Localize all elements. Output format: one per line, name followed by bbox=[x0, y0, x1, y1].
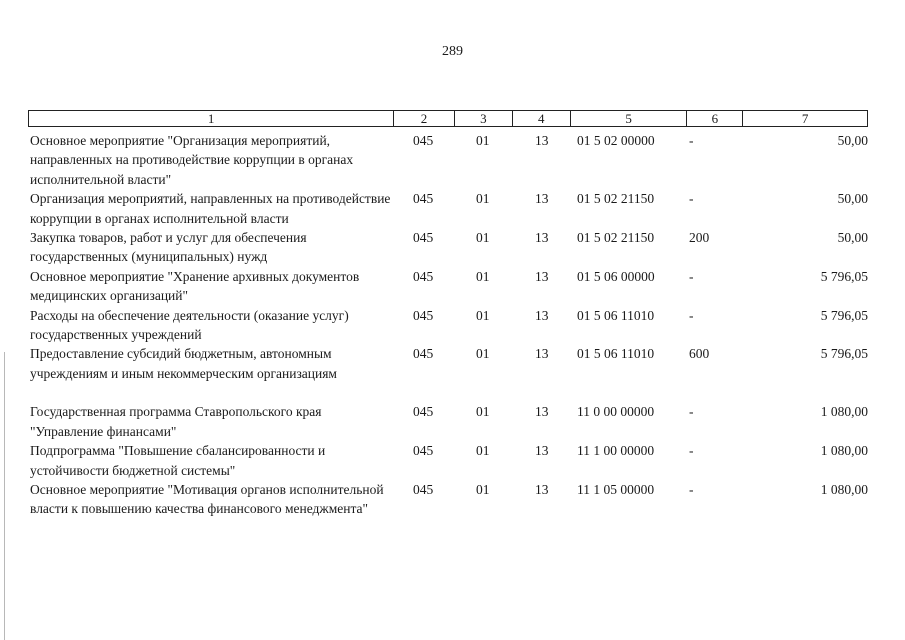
table-row bbox=[30, 402, 868, 441]
row-col-5: 01 5 02 21150 bbox=[577, 230, 655, 246]
row-col-6: - bbox=[689, 191, 694, 207]
header-col-4: 4 bbox=[512, 111, 570, 126]
row-col-6: - bbox=[689, 404, 694, 420]
header-col-2: 2 bbox=[393, 111, 454, 126]
row-name: Организация мероприятий, направленных на противодействие коррупции в органах исполнительной власти bbox=[30, 191, 391, 226]
row-col-3: 01 bbox=[476, 346, 490, 362]
row-col-6: - bbox=[689, 307, 694, 323]
row-col-5: 01 5 06 11010 bbox=[577, 346, 655, 362]
row-name: Основное мероприятие "Мотивация органов исполнительной власти к повышению качества финансового менеджмента" bbox=[30, 481, 384, 517]
row-name: Государственная программа Ставропольского края "Управление финансами" bbox=[30, 404, 322, 439]
row-col-2: 045 bbox=[413, 230, 434, 246]
row-col-4: 13 bbox=[535, 133, 549, 148]
row-col-5: 01 5 02 00000 bbox=[577, 133, 655, 148]
row-col-3: 01 bbox=[476, 191, 490, 207]
header-col-6: 6 bbox=[686, 111, 742, 126]
row-col-7: 5 796,05 bbox=[820, 268, 868, 284]
row-col-2: 045 bbox=[413, 443, 434, 459]
row-col-3: 01 bbox=[476, 443, 490, 459]
row-name: Закупка товаров, работ и услуг для обеспечения государственных (муниципальных) нужд bbox=[30, 230, 307, 265]
table-body bbox=[30, 131, 868, 519]
row-col-4: 13 bbox=[535, 307, 549, 323]
header-col-7: 7 bbox=[742, 111, 867, 126]
row-col-7: 50,00 bbox=[837, 133, 868, 148]
page-number: 289 bbox=[442, 44, 463, 59]
table-row bbox=[30, 306, 868, 345]
row-col-7: 1 080,00 bbox=[820, 481, 868, 497]
row-name: Расходы на обеспечение деятельности (оказание услуг) государственных учреждений bbox=[30, 307, 349, 343]
row-col-5: 11 1 05 00000 bbox=[577, 481, 655, 497]
table-row bbox=[30, 344, 868, 383]
row-col-4: 13 bbox=[535, 481, 549, 497]
row-name: Основное мероприятие "Хранение архивных документов медицинских организаций" bbox=[30, 268, 360, 304]
row-col-5: 11 0 00 00000 bbox=[577, 404, 655, 420]
row-col-2: 045 bbox=[413, 346, 434, 362]
table-row bbox=[30, 267, 868, 306]
table-row bbox=[30, 189, 868, 228]
row-col-7: 1 080,00 bbox=[820, 404, 868, 420]
row-col-4: 13 bbox=[535, 191, 549, 207]
row-col-3: 01 bbox=[476, 481, 490, 497]
row-col-6: - bbox=[689, 268, 694, 284]
row-col-5: 01 5 02 21150 bbox=[577, 191, 655, 207]
scan-edge-line bbox=[4, 352, 5, 640]
row-col-4: 13 bbox=[535, 230, 549, 246]
row-col-7: 1 080,00 bbox=[820, 443, 868, 459]
row-name: Предоставление субсидий бюджетным, автономным учреждениям и иным некоммерческим организациям bbox=[30, 346, 337, 381]
row-col-3: 01 bbox=[476, 133, 490, 148]
table-row bbox=[30, 441, 868, 480]
row-col-7: 5 796,05 bbox=[820, 346, 868, 362]
row-col-2: 045 bbox=[413, 133, 434, 148]
header-col-3: 3 bbox=[454, 111, 512, 126]
header-col-5: 5 bbox=[570, 111, 687, 126]
row-col-2: 045 bbox=[413, 481, 434, 497]
row-col-6: - bbox=[689, 481, 694, 497]
row-col-3: 01 bbox=[476, 230, 490, 246]
table-row bbox=[30, 228, 868, 267]
table-header-row bbox=[28, 110, 868, 127]
row-col-5: 11 1 00 00000 bbox=[577, 443, 655, 459]
row-name: Подпрограмма "Повышение сбалансированности и устойчивости бюджетной системы" bbox=[30, 443, 326, 478]
table-row bbox=[30, 480, 868, 519]
row-col-6: - bbox=[689, 443, 694, 459]
table-row bbox=[30, 131, 868, 189]
row-col-4: 13 bbox=[535, 443, 549, 459]
row-col-3: 01 bbox=[476, 268, 490, 284]
row-col-5: 01 5 06 00000 bbox=[577, 268, 655, 284]
row-col-6: - bbox=[689, 133, 694, 148]
row-col-6: 200 bbox=[689, 230, 710, 246]
row-col-4: 13 bbox=[535, 404, 549, 420]
header-col-1: 1 bbox=[207, 111, 215, 126]
row-col-3: 01 bbox=[476, 307, 490, 323]
row-col-7: 50,00 bbox=[837, 230, 868, 246]
row-col-2: 045 bbox=[413, 268, 434, 284]
row-gap bbox=[30, 383, 868, 402]
row-col-4: 13 bbox=[535, 268, 549, 284]
row-col-2: 045 bbox=[413, 307, 434, 323]
row-col-4: 13 bbox=[535, 346, 549, 362]
row-col-7: 50,00 bbox=[837, 191, 868, 207]
row-col-7: 5 796,05 bbox=[820, 307, 868, 323]
row-col-6: 600 bbox=[689, 346, 710, 362]
row-col-3: 01 bbox=[476, 404, 490, 420]
row-name: Основное мероприятие "Организация мероприятий, направленных на противодействие коррупции в органах исполнительной власти" bbox=[30, 133, 354, 187]
row-col-2: 045 bbox=[413, 191, 434, 207]
row-col-2: 045 bbox=[413, 404, 434, 420]
row-col-5: 01 5 06 11010 bbox=[577, 307, 655, 323]
